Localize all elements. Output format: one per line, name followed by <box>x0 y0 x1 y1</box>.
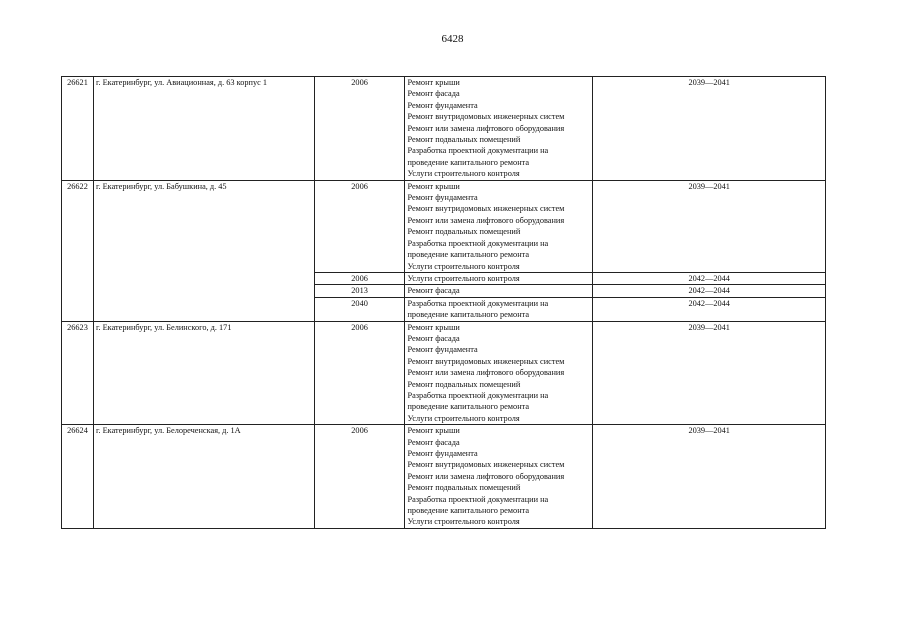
repair-work-item: Ремонт фасада <box>407 89 460 99</box>
repair-work-item: Ремонт внутридомовых инженерных систем <box>407 204 565 214</box>
table-row <box>62 180 826 272</box>
planned-period: 2042—2044 <box>593 272 826 284</box>
repair-work-item: Ремонт крыши <box>407 322 460 332</box>
repair-schedule-table <box>61 76 826 529</box>
repair-work-item: Ремонт или замена лифтового оборудования <box>407 368 565 378</box>
planned-period: 2039—2041 <box>593 321 826 425</box>
repair-work-item: Услуги строительного контроля <box>407 273 520 283</box>
table-row <box>62 425 826 529</box>
building-address: г. Екатеринбург, ул. Белореченская, д. 1А <box>93 425 314 529</box>
planned-period: 2039—2041 <box>593 77 826 181</box>
repair-work-item: Ремонт или замена лифтового оборудования <box>407 471 565 481</box>
building-address: г. Екатеринбург, ул. Авиационная, д. 63 корпус 1 <box>93 77 314 181</box>
repair-work-item: проведение капитального ремонта <box>407 157 530 167</box>
repair-work-item: Ремонт крыши <box>407 181 460 191</box>
repair-work-item: Разработка проектной документации на <box>407 238 549 248</box>
repair-work-item: Услуги строительного контроля <box>407 413 520 423</box>
repair-work-item: Ремонт подвальных помещений <box>407 379 521 389</box>
commission-year: 2006 <box>314 180 405 272</box>
repair-work-item: Ремонт или замена лифтового оборудования <box>407 123 565 133</box>
repair-work-item: Разработка проектной документации на <box>407 146 549 156</box>
commission-year: 2006 <box>314 425 405 529</box>
repair-work-item: Разработка проектной документации на <box>407 390 549 400</box>
repair-work-item: Ремонт фундамента <box>407 100 478 110</box>
repair-work-item: Ремонт фундамента <box>407 193 478 203</box>
page-number: 6428 <box>441 33 464 45</box>
repair-work-item: Ремонт внутридомовых инженерных систем <box>407 356 565 366</box>
repair-work-item: Ремонт внутридомовых инженерных систем <box>407 112 565 122</box>
building-number: 26624 <box>62 425 94 529</box>
repair-work-item: Ремонт или замена лифтового оборудования <box>407 215 565 225</box>
planned-period: 2042—2044 <box>593 285 826 297</box>
building-number: 26623 <box>62 321 94 425</box>
repair-work-item: проведение капитального ремонта <box>407 506 530 516</box>
building-address: г. Екатеринбург, ул. Бабушкина, д. 45 <box>93 180 314 321</box>
commission-year: 2006 <box>314 77 405 181</box>
repair-work-item: Ремонт фундамента <box>407 449 478 458</box>
repair-works <box>405 180 593 272</box>
building-address: г. Екатеринбург, ул. Белинского, д. 171 <box>93 321 314 425</box>
repair-work-item: Ремонт фундамента <box>407 345 478 355</box>
commission-year: 2040 <box>314 297 405 321</box>
repair-work-item: Ремонт крыши <box>407 426 460 436</box>
repair-work-item: Ремонт фасада <box>407 286 460 296</box>
table-row <box>62 321 826 425</box>
repair-works <box>405 425 593 529</box>
building-number: 26622 <box>62 180 94 321</box>
repair-work-item: проведение капитального ремонта <box>407 310 530 320</box>
table-row <box>62 77 826 181</box>
planned-period: 2039—2041 <box>593 425 826 529</box>
repair-works <box>405 272 593 284</box>
building-number: 26621 <box>62 77 94 181</box>
repair-work-item: Ремонт внутридомовых инженерных систем <box>407 460 565 470</box>
repair-work-item: Ремонт подвальных помещений <box>407 227 521 237</box>
repair-work-item: Услуги строительного контроля <box>407 169 520 179</box>
repair-works <box>405 297 593 321</box>
repair-work-item: Услуги строительного контроля <box>407 517 520 527</box>
repair-work-item: проведение капитального ремонта <box>407 250 530 260</box>
planned-period: 2039—2041 <box>593 180 826 272</box>
repair-works <box>405 321 593 425</box>
repair-work-item: Ремонт фасада <box>407 333 460 343</box>
repair-work-item: Ремонт крыши <box>407 78 460 87</box>
repair-works <box>405 285 593 297</box>
commission-year: 2006 <box>314 321 405 425</box>
repair-work-item: Ремонт подвальных помещений <box>407 483 521 493</box>
repair-work-item: Разработка проектной документации на <box>407 298 549 308</box>
commission-year: 2013 <box>314 285 405 297</box>
repair-works <box>405 77 593 181</box>
repair-work-item: Ремонт фасада <box>407 437 460 447</box>
repair-work-item: Ремонт подвальных помещений <box>407 135 521 145</box>
repair-work-item: Услуги строительного контроля <box>407 261 520 271</box>
planned-period: 2042—2044 <box>593 297 826 321</box>
repair-work-item: проведение капитального ремонта <box>407 402 530 412</box>
repair-work-item: Разработка проектной документации на <box>407 494 549 504</box>
commission-year: 2006 <box>314 272 405 284</box>
table-body <box>62 77 826 529</box>
